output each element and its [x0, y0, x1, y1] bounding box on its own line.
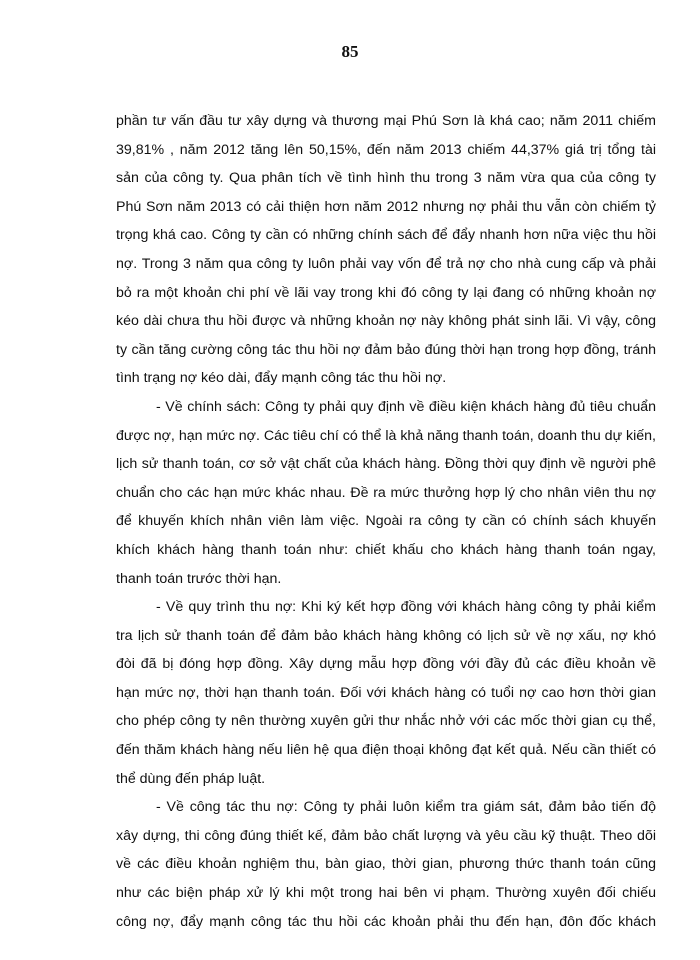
text-line: xây dựng, thi công đúng thiết kế, đảm bảo chất lượng và yêu cầu kỹ thuật. Theo dõi — [116, 827, 656, 844]
text-line: đòi đã bị đóng hợp đồng. Xây dựng mẫu hợp đồng với đầy đủ các điều khoản về — [116, 656, 656, 673]
body-text — [116, 107, 656, 936]
paragraph — [116, 107, 656, 393]
text-line: thanh toán trước thời hạn. — [116, 570, 282, 587]
text-line: - Về chính sách: Công ty phải quy định về điều kiện khách hàng đủ tiêu chuẩn — [156, 398, 656, 415]
text-line: công nợ, đẩy mạnh công tác thu hồi các khoản phải thu đến hạn, đôn đốc khách — [116, 913, 656, 930]
text-line: tra lịch sử thanh toán để đảm bảo khách hàng không có lịch sử về nợ xấu, nợ khó — [116, 627, 656, 644]
text-line: được nợ, hạn mức nợ. Các tiêu chí có thể là khả năng thanh toán, doanh thu dự kiến, — [116, 427, 656, 444]
text-line: sản của công ty. Qua phân tích về tình hình thu trong 3 năm vừa qua của công ty — [116, 170, 656, 187]
paragraph — [116, 393, 656, 593]
text-line: Phú Sơn năm 2013 có cải thiện hơn năm 2012 nhưng nợ phải thu vẫn còn chiếm tỷ — [116, 198, 656, 215]
text-line: thể dùng đến pháp luật. — [116, 770, 266, 787]
text-line: 39,81% , năm 2012 tăng lên 50,15%, đến năm 2013 chiếm 44,37% giá trị tổng tài — [116, 141, 656, 158]
text-line: ty cần tăng cường công tác thu hồi nợ đảm bảo đúng thời hạn trong hợp đồng, tránh — [116, 341, 656, 358]
text-line: - Về công tác thu nợ: Công ty phải luôn kiểm tra giám sát, đảm bảo tiến độ — [156, 799, 656, 816]
text-line: cho phép công ty nên thường xuyên gửi thư nhắc nhở với các mốc thời gian cụ thể, — [116, 713, 656, 730]
text-line: khích khách hàng thanh toán như: chiết khấu cho khách hàng thanh toán ngay, — [116, 541, 656, 558]
paragraph — [116, 593, 656, 793]
text-line: chuẩn cho các hạn mức khác nhau. Đề ra mức thưởng hợp lý cho nhân viên thu nợ — [116, 484, 656, 501]
text-line: trọng khá cao. Công ty cần có những chính sách để đẩy nhanh hơn nữa việc thu hồi — [116, 227, 656, 244]
text-line: để khuyến khích nhân viên làm việc. Ngoài ra công ty cần có chính sách khuyến — [116, 513, 656, 530]
text-line: bỏ ra một khoản chi phí về lãi vay trong khi đó công ty lại đang có những khoản nợ — [116, 284, 656, 301]
text-line: hạn mức nợ, thời hạn thanh toán. Đối với khách hàng có tuổi nợ cao hơn thời gian — [116, 684, 656, 701]
text-line: đến thăm khách hàng nếu liên hệ qua điện thoại không đạt kết quả. Nếu cần thiết có — [116, 742, 656, 759]
text-line: lịch sử thanh toán, cơ sở vật chất của khách hàng. Đồng thời quy định về người phê — [116, 456, 656, 473]
text-line: như các biện pháp xử lý khi một trong hai bên vi phạm. Thường xuyên đối chiếu — [116, 885, 656, 902]
text-line: về các điều khoản nghiệm thu, bàn giao, thời gian, phương thức thanh toán cũng — [116, 856, 656, 873]
text-line: phần tư vấn đầu tư xây dựng và thương mại Phú Sơn là khá cao; năm 2011 chiếm — [116, 113, 656, 129]
text-line: kéo dài chưa thu hồi được và những khoản nợ này không phát sinh lãi. Vì vậy, công — [116, 313, 656, 330]
text-line: nợ. Trong 3 năm qua công ty luôn phải vay vốn để trả nợ cho nhà cung cấp và phải — [116, 255, 656, 272]
page-number: 85 — [341, 42, 359, 61]
text-line: tình trạng nợ kéo dài, đẩy mạnh công tác thu hồi nợ. — [116, 370, 447, 387]
text-line: - Về quy trình thu nợ: Khi ký kết hợp đồng với khách hàng công ty phải kiểm — [156, 599, 656, 616]
paragraph — [116, 793, 656, 936]
